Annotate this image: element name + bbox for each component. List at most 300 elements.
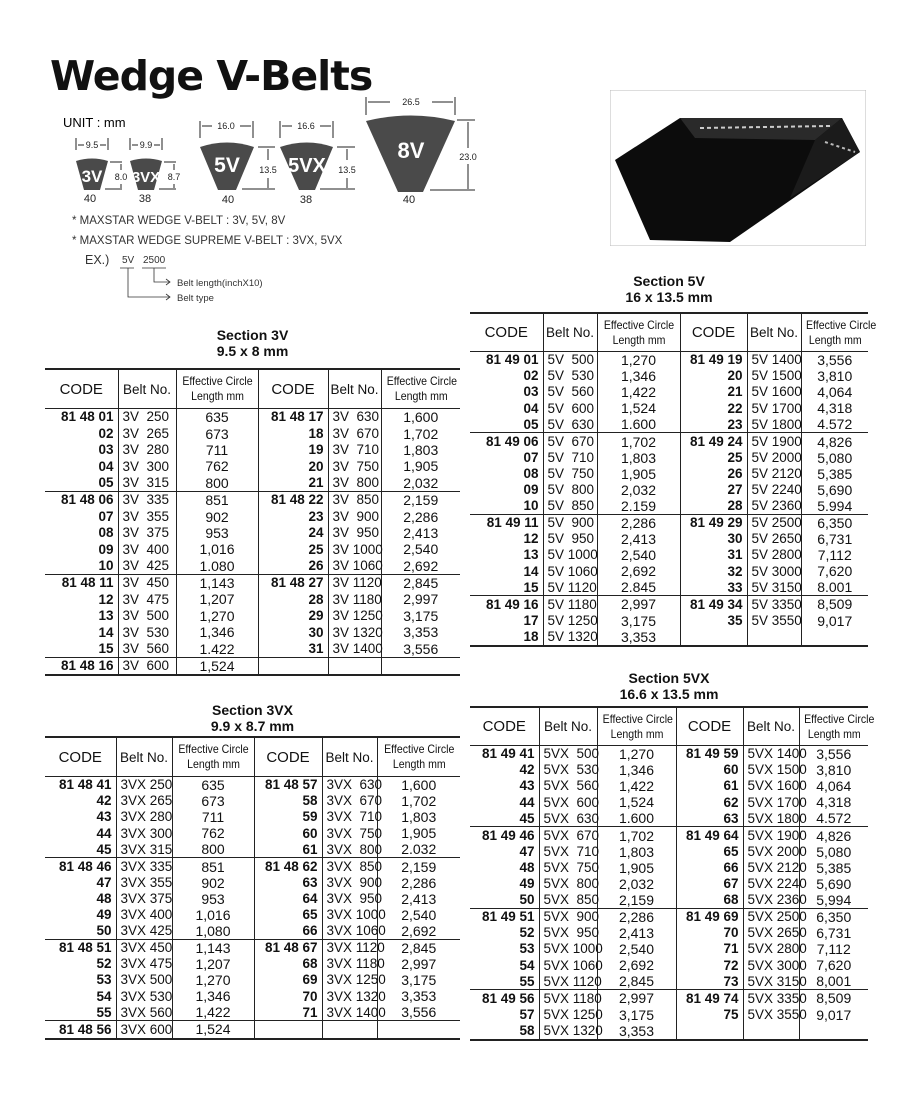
effective-length-header-line2: Length mm: [392, 757, 446, 771]
table-row: [45, 923, 460, 940]
effective-length-cell: 4,064: [801, 384, 868, 400]
code-cell: 04: [98, 458, 114, 474]
code-cell: 08: [98, 525, 114, 541]
belt-no-cell: 3VX 500: [116, 972, 172, 988]
effective-length-cell: 4.572: [801, 416, 868, 433]
row-group: [45, 858, 460, 939]
effective-length-cell: 2,159: [381, 491, 460, 508]
belt-no-cell: 3V 800: [328, 475, 381, 492]
unit-label: UNIT : mm: [63, 115, 126, 130]
section-5vx-heading: [470, 670, 868, 702]
code-cell: 44: [96, 825, 112, 841]
belt-no-cell: 5VX 900: [539, 908, 597, 925]
effective-length-cell: 4,826: [801, 433, 868, 450]
table-row: [45, 793, 460, 809]
effective-length-cell: 6,350: [799, 908, 868, 925]
belt-no-cell: 5VX 1400: [743, 746, 799, 763]
table-row: [470, 941, 868, 957]
effective-length-cell: 7,620: [801, 563, 868, 579]
effective-length-cell: [377, 1021, 460, 1039]
effective-length-cell: 5,690: [801, 482, 868, 498]
effective-length-cell: 2,845: [597, 973, 676, 990]
belt-no-cell: 3V 1250: [328, 608, 381, 624]
belt-no-cell: 3V 560: [118, 640, 176, 657]
code-cell: 30: [258, 624, 328, 640]
code-cell: 68: [676, 892, 743, 909]
dim-3vx-height: 8.7: [167, 172, 181, 182]
belt-no-cell: 3VX 375: [116, 891, 172, 907]
belt-no-cell: 5V 900: [543, 514, 597, 531]
effective-length-cell: 2.159: [597, 498, 680, 515]
belt-no-cell: 5V 750: [543, 466, 597, 482]
belt-no-column-header: Belt No.: [747, 313, 801, 352]
effective-length-cell: 2,286: [597, 514, 680, 531]
effective-length-cell: 4,318: [799, 794, 868, 810]
effective-length-cell: 1.600: [597, 416, 680, 433]
table-row: [45, 541, 460, 557]
code-cell: 10: [523, 498, 539, 514]
code-cell: 25: [680, 450, 747, 466]
row-group: [45, 657, 460, 675]
belt-no-cell: 5VX 1800: [743, 810, 799, 827]
effective-length-cell: 3,353: [597, 629, 680, 646]
dim-3v-width: 9.5: [85, 140, 99, 150]
effective-length-cell: 2,997: [597, 596, 680, 613]
code-cell: 24: [258, 525, 328, 541]
table-header: [45, 369, 460, 409]
belt-no-cell: 5VX 1120: [539, 973, 597, 990]
belt-8v-label: 8V: [397, 138, 425, 163]
table-row: [45, 458, 460, 474]
belt-no-cell: 5V 2000: [747, 450, 801, 466]
effective-length-cell: 5,080: [799, 844, 868, 860]
table-row: [45, 1021, 460, 1039]
belt-no-cell: 3VX 280: [116, 809, 172, 825]
code-cell: 32: [680, 563, 747, 579]
effective-length-cell: 9,017: [801, 613, 868, 629]
table-row: [45, 956, 460, 972]
row-group: [45, 491, 460, 574]
belt-no-cell: 5VX 2360: [743, 892, 799, 909]
effective-length-cell: 953: [176, 525, 258, 541]
code-column-header: CODE: [680, 313, 747, 352]
code-cell: 81 49 59: [676, 746, 743, 763]
code-cell: 35: [680, 613, 747, 629]
table-row: [470, 613, 868, 629]
table-row: [470, 498, 868, 515]
code-cell: 15: [523, 579, 539, 595]
belt-no-cell: 5V 850: [543, 498, 597, 515]
belt-no-cell: 3VX 1180: [322, 956, 377, 972]
code-cell: 81 49 19: [680, 352, 747, 369]
belt-no-cell: 3VX 1400: [322, 1004, 377, 1021]
effective-length-cell: 2,845: [381, 574, 460, 591]
belt-no-cell: 3VX 750: [322, 825, 377, 841]
effective-length-cell: 6,731: [801, 531, 868, 547]
effective-length-cell: 7,620: [799, 957, 868, 973]
effective-length-cell: 3,175: [377, 972, 460, 988]
effective-length-cell: 2,159: [597, 892, 676, 909]
effective-length-cell: 1,270: [597, 746, 676, 763]
dim-5v-height: 13.5: [259, 165, 277, 175]
table-row: [45, 939, 460, 956]
belt-no-column-header: Belt No.: [322, 737, 377, 777]
code-cell: 42: [96, 793, 112, 809]
table-row: [470, 925, 868, 941]
effective-length-cell: 2,540: [597, 941, 676, 957]
effective-length-cell: 2,286: [381, 508, 460, 524]
code-cell: 21: [680, 384, 747, 400]
table-row: [470, 416, 868, 433]
code-cell: 81 49 11: [486, 515, 539, 531]
belt-no-cell: 5V 1000: [543, 547, 597, 563]
row-group: [470, 827, 868, 908]
header-row: [470, 313, 868, 352]
code-cell: 57: [519, 1006, 535, 1022]
effective-length-cell: 1,905: [377, 825, 460, 841]
effective-length-header-line2: Length mm: [190, 389, 244, 403]
table-row: [470, 762, 868, 778]
code-cell: 58: [254, 793, 322, 809]
belt-no-cell: 3V 250: [118, 409, 176, 426]
table-row: [45, 640, 460, 657]
belt-no-cell: 3V 450: [118, 574, 176, 591]
belt-no-cell: 5VX 1250: [539, 1007, 597, 1023]
effective-length-cell: 1,016: [176, 541, 258, 557]
row-group: [45, 777, 460, 858]
code-cell: 31: [680, 547, 747, 563]
effective-length-cell: 2,540: [381, 541, 460, 557]
effective-length-cell: 3,175: [381, 608, 460, 624]
belt-no-cell: 3V 670: [328, 425, 381, 441]
row-group: [45, 939, 460, 1020]
belt-no-cell: 5VX 2120: [743, 860, 799, 876]
belt-no-cell: 5VX 1900: [743, 827, 799, 844]
belt-no-cell: 5VX 2500: [743, 908, 799, 925]
effective-length-cell: 2,692: [377, 923, 460, 940]
code-cell: 69: [254, 972, 322, 988]
effective-length-cell: 1.080: [176, 558, 258, 575]
effective-length-cell: 5,385: [801, 466, 868, 482]
section-3v-heading: [45, 327, 460, 359]
belt-3v-label: 3V: [81, 167, 103, 186]
table-row: [45, 624, 460, 640]
effective-length-cell: 6,350: [801, 514, 868, 531]
code-cell: 55: [519, 973, 535, 989]
belt-type-description: Belt type: [177, 293, 214, 304]
code-cell: [258, 657, 328, 675]
code-cell: 61: [254, 841, 322, 858]
code-cell: 72: [676, 957, 743, 973]
belt-no-cell: 3V 950: [328, 525, 381, 541]
belt-no-cell: 5V 3150: [747, 579, 801, 596]
belt-5v-label: 5V: [214, 154, 240, 177]
code-cell: 81 48 46: [58, 858, 112, 874]
angle-8v: 40: [402, 194, 416, 206]
belt-no-cell: 5VX 1700: [743, 794, 799, 810]
table-row: [45, 809, 460, 825]
code-cell: 81 49 64: [676, 827, 743, 844]
code-cell: 81 48 56: [58, 1021, 112, 1037]
code-cell: 07: [98, 508, 114, 524]
effective-length-cell: 1,600: [377, 777, 460, 794]
belt-cross-section-diagram: [0, 0, 600, 310]
effective-length-cell: 1,803: [597, 450, 680, 466]
effective-length-column-header: [597, 313, 680, 352]
effective-length-cell: 8.001: [801, 579, 868, 596]
table-row: [470, 908, 868, 925]
table-row: [45, 657, 460, 675]
effective-length-header-line2: Length mm: [610, 726, 663, 741]
effective-length-cell: 1,422: [597, 384, 680, 400]
table-row: [45, 591, 460, 607]
code-cell: 23: [680, 416, 747, 433]
effective-length-cell: 1,524: [597, 400, 680, 416]
belt-no-cell: 3VX 450: [116, 939, 172, 956]
table-row: [470, 531, 868, 547]
belt-no-cell: 3V 600: [118, 657, 176, 675]
angle-5v: 40: [221, 194, 235, 206]
belt-no-cell: 3VX 355: [116, 875, 172, 891]
belt-no-cell: 3VX 600: [116, 1021, 172, 1039]
effective-length-cell: 1,524: [172, 1021, 254, 1039]
effective-length-cell: 2,997: [377, 956, 460, 972]
code-cell: 81 49 74: [676, 990, 743, 1007]
belt-no-cell: 3VX 950: [322, 891, 377, 907]
code-cell: 10: [98, 557, 114, 573]
effective-length-cell: 1,422: [172, 1004, 254, 1021]
section-5v-table: [470, 312, 876, 647]
code-cell: 14: [523, 563, 539, 579]
effective-length-cell: 2,159: [377, 858, 460, 875]
table-row: [470, 973, 868, 990]
code-cell: 60: [676, 762, 743, 778]
belt-no-cell: 5V 1900: [747, 433, 801, 450]
effective-length-cell: 1,803: [381, 442, 460, 458]
code-cell: 09: [98, 541, 114, 557]
effective-length-cell: 1,143: [176, 574, 258, 591]
code-cell: 66: [254, 923, 322, 940]
code-cell: [676, 1023, 743, 1040]
code-cell: 68: [254, 956, 322, 972]
effective-length-cell: 1,143: [172, 939, 254, 956]
page-title: Wedge V-Belts: [50, 52, 373, 100]
effective-length-header-line1: Effective Circle: [603, 317, 674, 332]
angle-5vx: 38: [299, 194, 313, 206]
belt-no-cell: 5V 1120: [543, 579, 597, 596]
code-cell: 65: [676, 844, 743, 860]
belt-no-cell: 5VX 630: [539, 810, 597, 827]
code-cell: 27: [680, 482, 747, 498]
table-row: [45, 777, 460, 794]
belt-no-cell: 5VX 800: [539, 876, 597, 892]
effective-length-cell: 1,346: [172, 988, 254, 1004]
effective-length-cell: 1.422: [176, 640, 258, 657]
effective-length-column-header: [176, 369, 258, 409]
code-cell: 59: [254, 809, 322, 825]
effective-length-cell: 5,080: [801, 450, 868, 466]
code-cell: 81 49 29: [680, 514, 747, 531]
belt-no-cell: 3VX 530: [116, 988, 172, 1004]
effective-length-header-line2: Length mm: [186, 757, 240, 771]
code-cell: 15: [98, 640, 114, 656]
table-row: [470, 810, 868, 827]
effective-length-cell: 5,385: [799, 860, 868, 876]
belt-no-cell: 5V 2240: [747, 482, 801, 498]
belt-no-cell: 3VX 400: [116, 907, 172, 923]
code-cell: 65: [254, 907, 322, 923]
table-row: [470, 1023, 868, 1040]
belt-no-cell: 5V 800: [543, 482, 597, 498]
code-cell: 03: [98, 442, 114, 458]
belt-no-cell: 3V 1320: [328, 624, 381, 640]
table-row: [470, 827, 868, 844]
section-5v-title: Section 5V: [633, 273, 705, 289]
code-cell: 28: [680, 498, 747, 515]
belt-no-cell: 3VX 670: [322, 793, 377, 809]
effective-length-cell: 4,318: [801, 400, 868, 416]
effective-length-cell: [381, 657, 460, 675]
table-row: [470, 579, 868, 596]
code-cell: 70: [254, 988, 322, 1004]
belt-no-cell: 5VX 710: [539, 844, 597, 860]
code-cell: 70: [676, 925, 743, 941]
code-cell: 64: [254, 891, 322, 907]
effective-length-cell: 4.572: [799, 810, 868, 827]
belt-no-cell: 5VX 750: [539, 860, 597, 876]
belt-no-cell: 3V 630: [328, 409, 381, 426]
effective-length-column-header: [377, 737, 460, 777]
belt-no-cell: 5V 1060: [543, 563, 597, 579]
code-cell: 53: [96, 972, 112, 988]
code-cell: 81 48 51: [58, 940, 112, 956]
effective-length-cell: 2,413: [597, 925, 676, 941]
effective-length-cell: 1,270: [176, 608, 258, 624]
code-cell: 47: [519, 843, 535, 859]
effective-length-cell: 1,524: [176, 657, 258, 675]
effective-length-cell: 3,556: [381, 640, 460, 657]
table-row: [470, 957, 868, 973]
table-row: [470, 433, 868, 450]
belt-no-cell: 3V 710: [328, 442, 381, 458]
effective-length-cell: 3,353: [377, 988, 460, 1004]
belt-no-cell: 5V 3350: [747, 596, 801, 613]
code-cell: 71: [254, 1004, 322, 1021]
effective-length-cell: 953: [172, 891, 254, 907]
belt-no-cell: 3VX 1000: [322, 907, 377, 923]
belt-no-column-header: Belt No.: [543, 313, 597, 352]
effective-length-header-line1: Effective Circle: [803, 711, 874, 726]
code-cell: 81 48 41: [58, 777, 112, 793]
belt-no-cell: 3V 1400: [328, 640, 381, 657]
code-cell: 81 49 46: [481, 827, 535, 843]
belt-no-cell: 5VX 3000: [743, 957, 799, 973]
code-cell: 05: [523, 416, 539, 432]
effective-length-cell: 5,690: [799, 876, 868, 892]
effective-length-header-line1: Effective Circle: [177, 742, 249, 756]
dim-3vx-width: 9.9: [139, 140, 153, 150]
section-3vx-title: Section 3VX: [212, 702, 293, 718]
code-cell: 81 49 06: [485, 433, 539, 449]
effective-length-cell: 4,064: [799, 778, 868, 794]
code-cell: 04: [523, 400, 539, 416]
code-cell: 54: [519, 957, 535, 973]
belt-no-cell: 5V 2360: [747, 498, 801, 515]
code-cell: 09: [523, 482, 539, 498]
belt-no-column-header: Belt No.: [328, 369, 381, 409]
code-cell: 66: [676, 860, 743, 876]
row-group: [470, 352, 868, 433]
belt-no-cell: 3VX 265: [116, 793, 172, 809]
effective-length-cell: 1,346: [176, 624, 258, 640]
row-group: [470, 990, 868, 1040]
row-group: [45, 574, 460, 657]
effective-length-cell: 673: [172, 793, 254, 809]
effective-length-cell: 7,112: [801, 547, 868, 563]
effective-length-cell: 635: [172, 777, 254, 794]
table-header: [470, 707, 874, 746]
belt-no-cell: 5VX 1000: [539, 941, 597, 957]
code-cell: [680, 629, 747, 646]
code-cell: 81 48 57: [254, 777, 322, 794]
example-type: 5V: [122, 255, 135, 266]
belt-no-cell: 5VX 1320: [539, 1023, 597, 1040]
belt-no-cell: 5V 950: [543, 531, 597, 547]
code-column-header: CODE: [45, 369, 118, 409]
code-cell: 19: [258, 442, 328, 458]
belt-no-cell: 3V 900: [328, 508, 381, 524]
effective-length-header-line2: Length mm: [808, 332, 862, 347]
code-cell: 03: [523, 384, 539, 400]
table-row: [470, 450, 868, 466]
code-cell: 02: [523, 368, 539, 384]
section-3v-title: Section 3V: [216, 327, 289, 343]
table-row: [45, 558, 460, 575]
code-cell: 52: [96, 956, 112, 972]
effective-length-cell: 2,413: [381, 525, 460, 541]
effective-length-cell: 2,032: [597, 876, 676, 892]
effective-length-cell: 711: [176, 442, 258, 458]
code-cell: 71: [676, 941, 743, 957]
code-cell: 81 48 27: [258, 574, 328, 591]
code-cell: 33: [680, 579, 747, 596]
belt-no-cell: 3VX 300: [116, 825, 172, 841]
effective-length-cell: 2,540: [377, 907, 460, 923]
table-row: [470, 400, 868, 416]
belt-no-cell: 3VX 250: [116, 777, 172, 794]
code-cell: 13: [98, 608, 114, 624]
code-cell: 52: [519, 925, 535, 941]
effective-length-cell: 1,422: [597, 778, 676, 794]
effective-length-cell: 2,997: [597, 990, 676, 1007]
note-wedge-v-belt: * MAXSTAR WEDGE V-BELT : 3V, 5V, 8V: [72, 215, 286, 227]
code-cell: 81 48 06: [60, 492, 114, 508]
belt-no-cell: 3VX 800: [322, 841, 377, 858]
dim-5v-width: 16.0: [217, 121, 235, 131]
code-cell: 30: [680, 531, 747, 547]
section-3v-table: [45, 368, 460, 676]
table-row: [470, 482, 868, 498]
section-3v-dimensions: 9.5 x 8 mm: [216, 343, 289, 359]
effective-length-cell: [799, 1023, 868, 1040]
belt-no-cell: 3V 335: [118, 491, 176, 508]
effective-length-cell: 851: [172, 858, 254, 875]
belt-no-cell: 5V 1400: [747, 352, 801, 369]
dim-3v-height: 8.0: [114, 172, 128, 182]
code-cell: 73: [676, 973, 743, 990]
table-header: [470, 313, 876, 352]
effective-length-cell: 1,702: [377, 793, 460, 809]
